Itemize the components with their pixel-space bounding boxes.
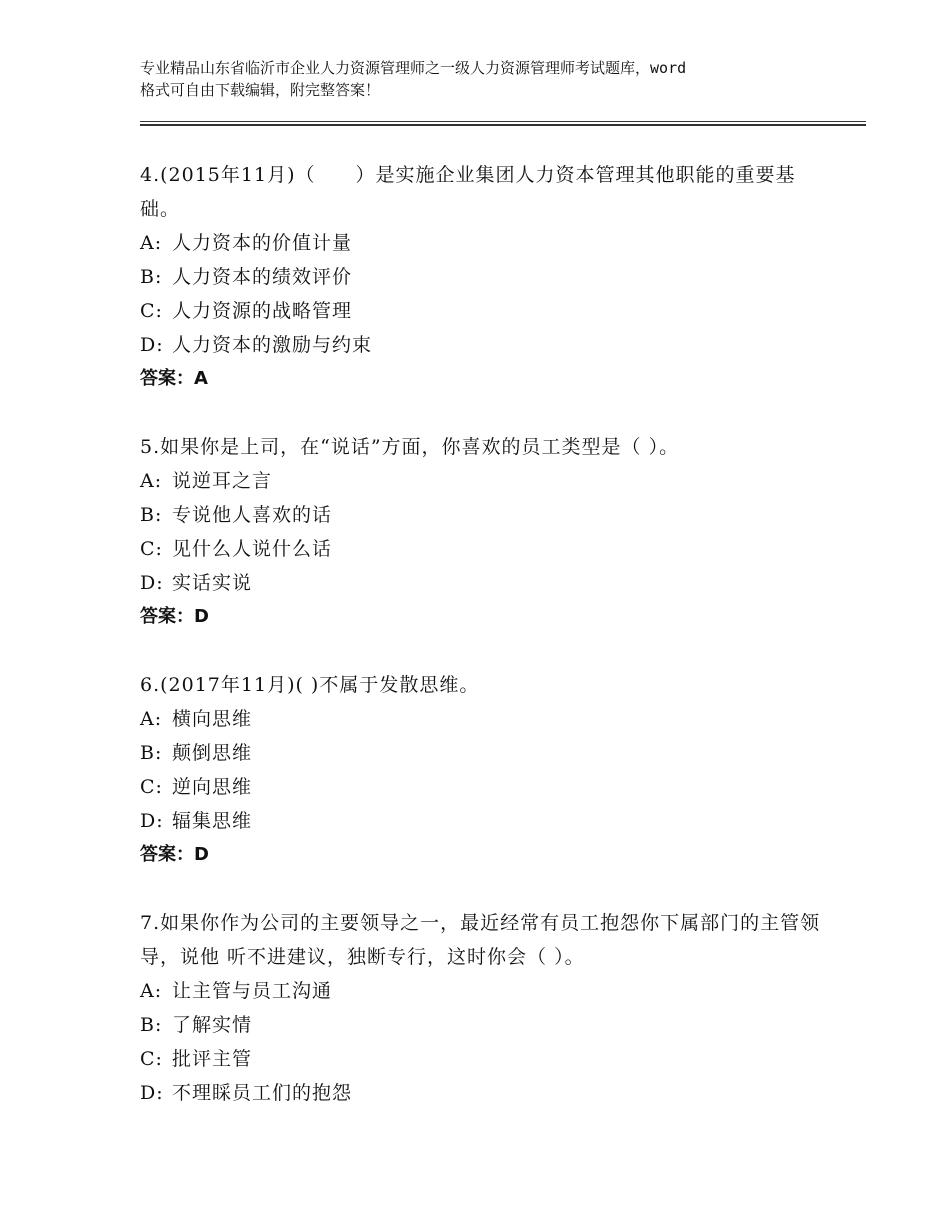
option-letter: A: [140, 708, 163, 730]
option-c [140, 532, 830, 566]
header-line-1: 专业精品山东省临沂市企业人力资源管理师之一级人力资源管理师考试题库，word [140, 59, 687, 77]
option-letter: A: [140, 470, 163, 492]
option-letter: C: [140, 1048, 163, 1070]
option-letter: A: [140, 232, 163, 254]
option-text: 逆向思维 [172, 776, 253, 798]
option-b [140, 260, 830, 294]
option-text: 人力资本的价值计量 [172, 232, 353, 254]
option-text: 人力资本的激励与约束 [172, 334, 373, 356]
question-list [140, 158, 830, 1144]
option-letter: B: [140, 266, 163, 288]
option-b [140, 498, 830, 532]
answer: 答案：A [140, 368, 208, 389]
option-c [140, 294, 830, 328]
option-a [140, 702, 830, 736]
page-header [140, 57, 830, 101]
option-b [140, 736, 830, 770]
answer: 答案：D [140, 844, 209, 865]
option-a [140, 226, 830, 260]
option-letter: D: [140, 810, 164, 832]
option-c [140, 1042, 830, 1076]
option-d [140, 1076, 830, 1110]
header-divider [140, 121, 866, 126]
option-a [140, 464, 830, 498]
option-letter: D: [140, 334, 164, 356]
question-text: 4.(2015年11月)（ ）是实施企业集团人力资本管理其他职能的重要基础。 [140, 164, 796, 220]
option-text: 横向思维 [172, 708, 253, 730]
option-letter: C: [140, 300, 163, 322]
question-4 [140, 158, 830, 396]
header-line-2: 格式可自由下载编辑，附完整答案！ [140, 81, 381, 99]
option-letter: A: [140, 980, 163, 1002]
option-d [140, 328, 830, 362]
option-text: 说逆耳之言 [172, 470, 273, 492]
option-letter: D: [140, 1082, 164, 1104]
option-text: 不理睬员工们的抱怨 [172, 1082, 353, 1104]
answer: 答案：D [140, 606, 209, 627]
question-text: 7.如果你作为公司的主要领导之一，最近经常有员工抱怨你下属部门的主管领导，说他 听不进建议，独断专行，这时你会（ ）。 [140, 912, 821, 968]
option-c [140, 770, 830, 804]
option-a [140, 974, 830, 1008]
option-text: 辐集思维 [172, 810, 253, 832]
option-d [140, 804, 830, 838]
question-7 [140, 906, 830, 1110]
option-d [140, 566, 830, 600]
option-letter: B: [140, 742, 163, 764]
option-text: 人力资本的绩效评价 [172, 266, 353, 288]
option-text: 实话实说 [172, 572, 253, 594]
option-letter: D: [140, 572, 164, 594]
option-letter: C: [140, 538, 163, 560]
option-text: 批评主管 [172, 1048, 253, 1070]
option-text: 让主管与员工沟通 [172, 980, 333, 1002]
option-text: 人力资源的战略管理 [172, 300, 353, 322]
option-letter: B: [140, 1014, 163, 1036]
question-text: 5.如果你是上司，在“说话”方面，你喜欢的员工类型是（ ）。 [140, 436, 680, 458]
option-text: 见什么人说什么话 [172, 538, 333, 560]
option-text: 了解实情 [172, 1014, 253, 1036]
option-text: 颠倒思维 [172, 742, 253, 764]
option-letter: C: [140, 776, 163, 798]
option-letter: B: [140, 504, 163, 526]
option-text: 专说他人喜欢的话 [172, 504, 333, 526]
question-6 [140, 668, 830, 872]
option-b [140, 1008, 830, 1042]
question-text: 6.(2017年11月)( )不属于发散思维。 [140, 674, 480, 696]
question-5 [140, 430, 830, 634]
